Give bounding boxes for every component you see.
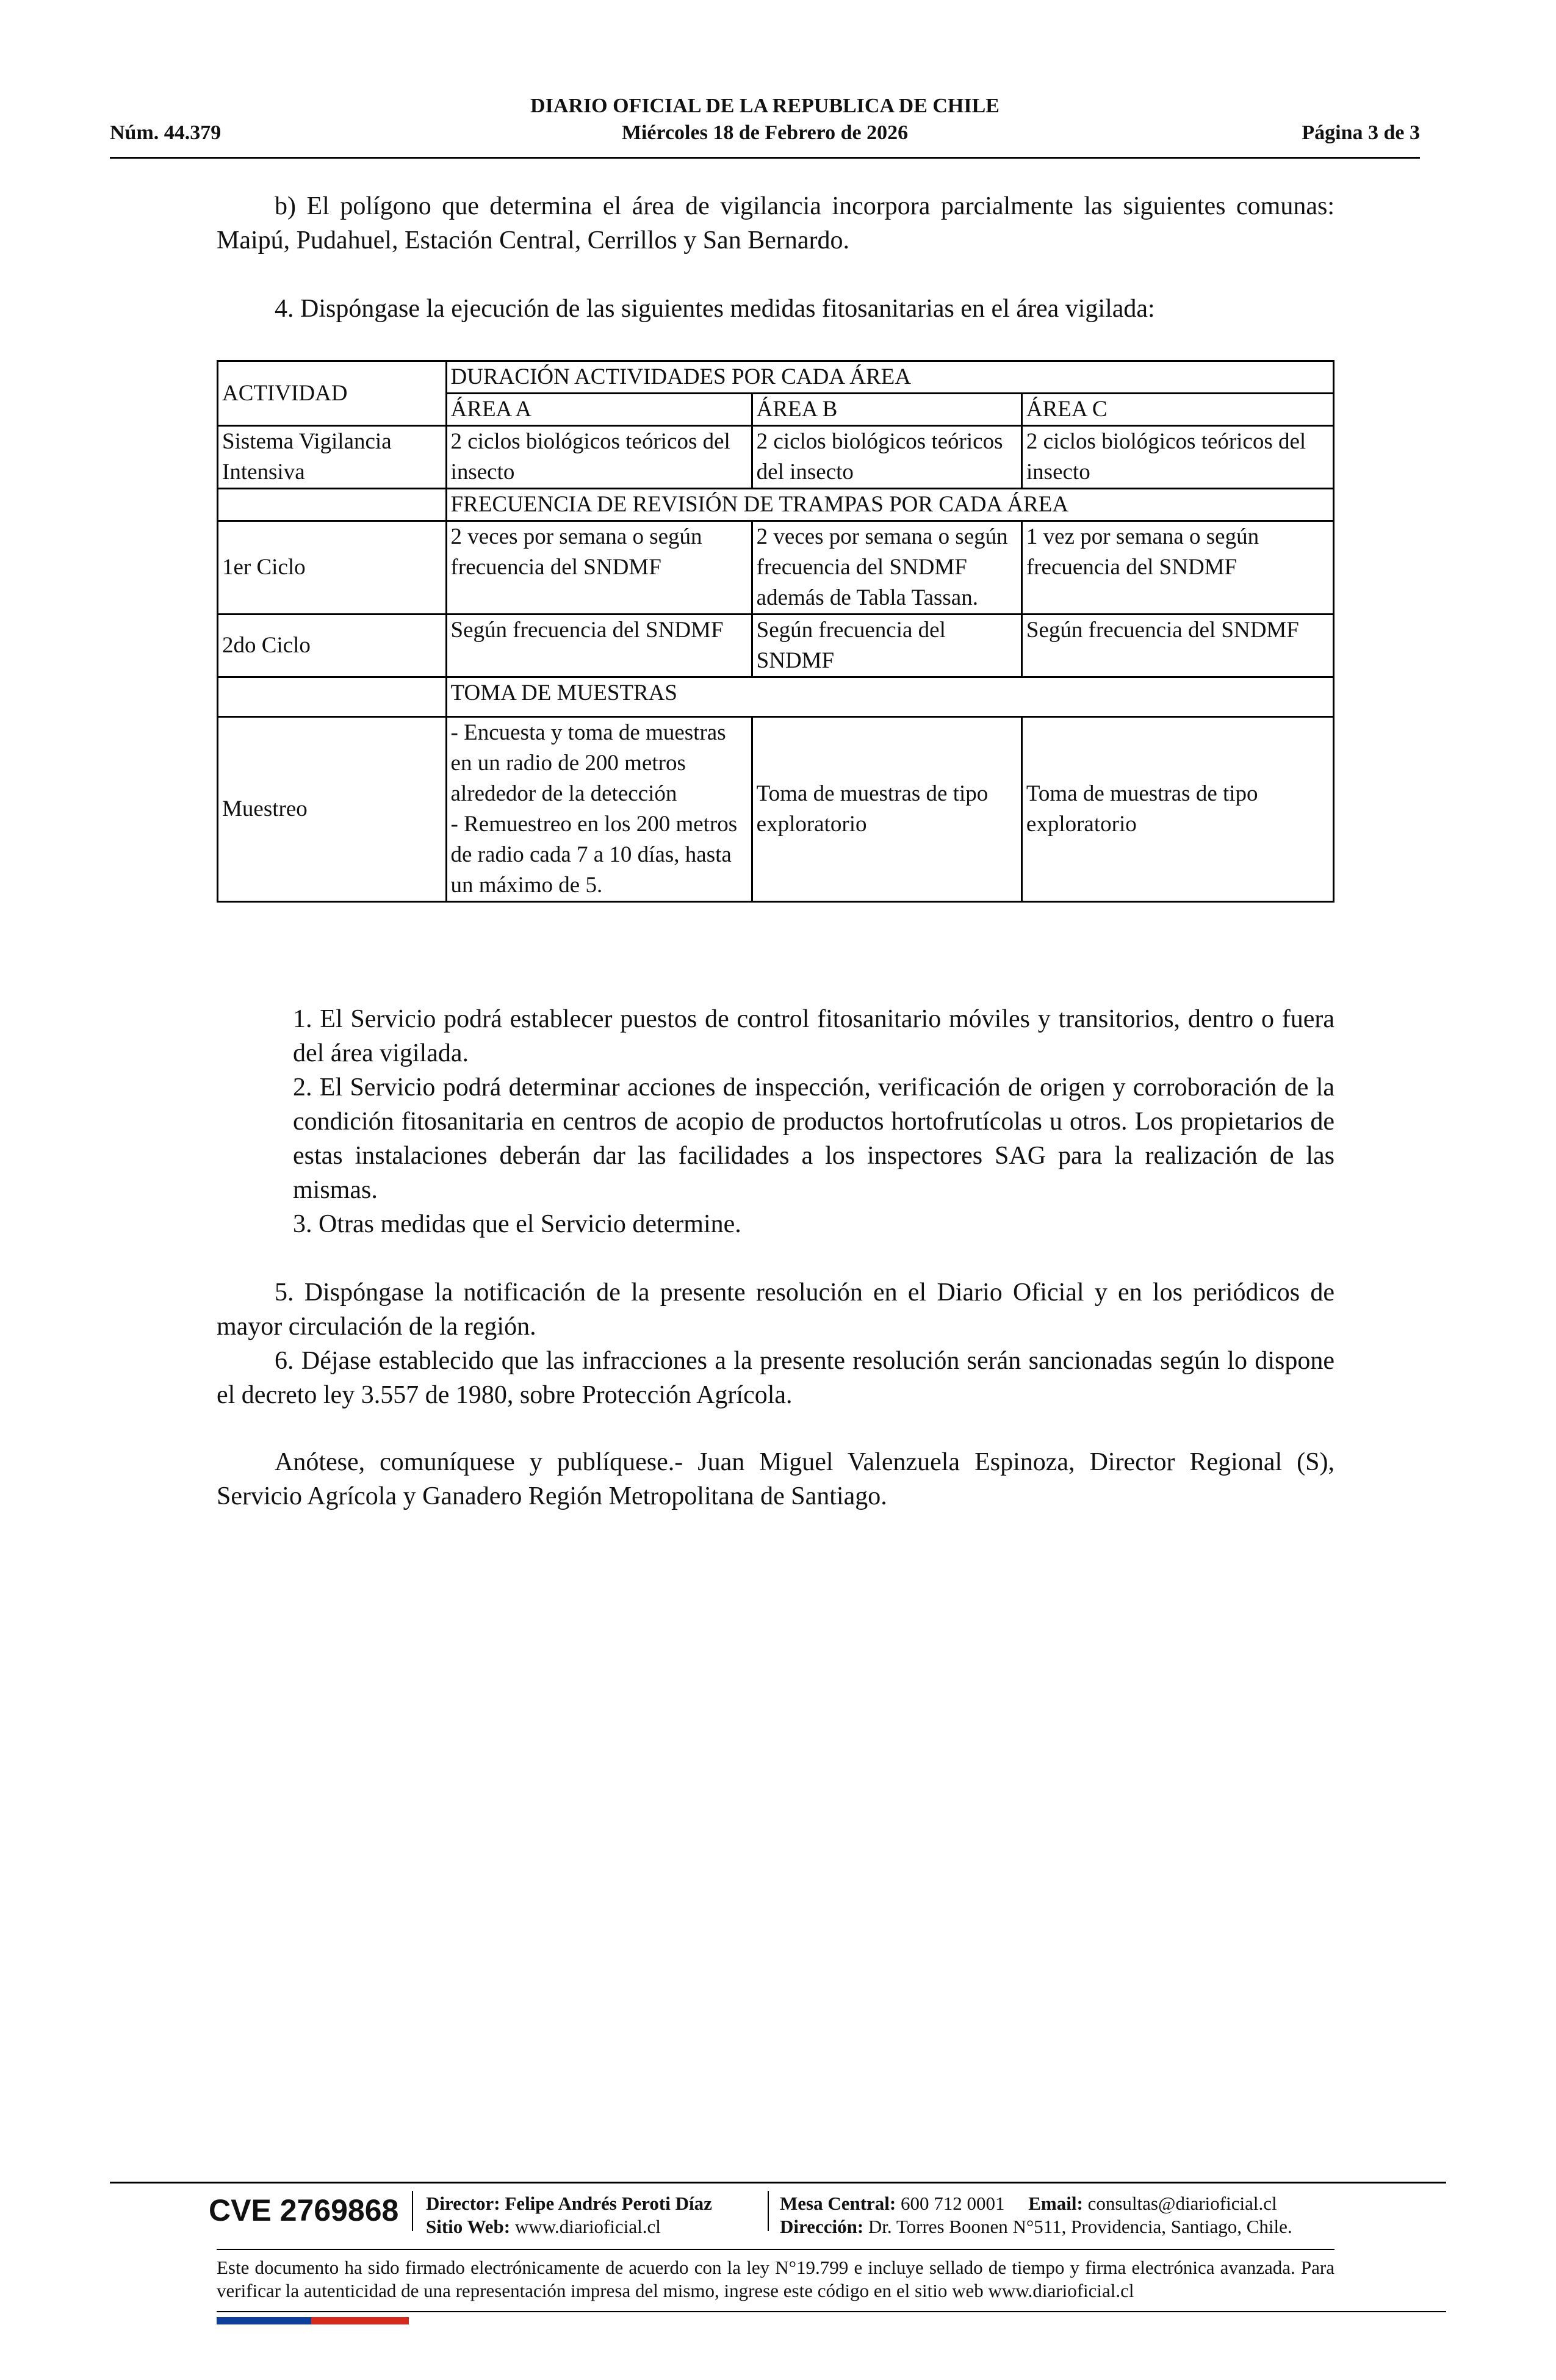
sitio-link[interactable]: www.diarioficial.cl xyxy=(514,2216,661,2237)
muestreo-a-item-2: - Remuestreo en los 200 metros de radio cada 7 a 10 días, hasta un máximo de 5. xyxy=(450,812,738,898)
newspaper-title: DIARIO OFICIAL DE LA REPUBLICA DE CHILE xyxy=(530,95,1000,117)
table-cell-frecuencia-header: FRECUENCIA DE REVISIÓN DE TRAMPAS POR CADA ÁREA xyxy=(446,489,1333,521)
paragraph-5: 5. Dispóngase la notificación de la presente resolución en el Diario Oficial y en los periódicos de mayor circulación de la región. xyxy=(217,1278,1334,1341)
footer-divider xyxy=(217,2249,1334,2250)
list-item: 2. El Servicio podrá determinar acciones de inspección, verificación de origen y corroboración de la condición fitosanitaria en centros de acopio de productos hortofrutícolas u otros. Los propietarios de estas instalaciones deberán dar las facilidades a los inspectores SAG para la realización de las mismas. xyxy=(293,1073,1334,1204)
director-value: Felipe Andrés Peroti Díaz xyxy=(505,2193,712,2214)
table-cell-actividad: ACTIVIDAD xyxy=(218,361,447,426)
table-row xyxy=(218,489,1334,521)
table-row xyxy=(218,361,1334,394)
paragraph-4: 4. Dispóngase la ejecución de las siguientes medidas fitosanitarias en el área vigilada: xyxy=(275,295,1155,323)
page-header xyxy=(110,95,1420,159)
flag-red-segment xyxy=(311,2317,409,2324)
list-item: 1. El Servicio podrá establecer puestos de control fitosanitario móviles y transitorios, dentro o fuera del área vigilada. xyxy=(293,1005,1334,1067)
footer-separator xyxy=(768,2191,769,2231)
table-cell-sistema-a: 2 ciclos biológicos teóricos del insecto xyxy=(446,426,752,489)
footer-director-block xyxy=(426,2192,712,2238)
sitio-label: Sitio Web: xyxy=(426,2216,511,2237)
table-cell-muestreo-b: Toma de muestras de tipo exploratorio xyxy=(752,717,1021,902)
table-row xyxy=(218,677,1334,717)
paragraph-b: b) El polígono que determina el área de vigilancia incorpora parcialmente las siguientes comunas: Maipú, Pudahuel, Estación Central, Cerrillos y San Bernardo. xyxy=(217,192,1334,254)
table-cell-sistema-label: Sistema Vigilancia Intensiva xyxy=(218,426,447,489)
table-cell-1er-b: 2 veces por semana o según frecuencia del SNDMF además de Tabla Tassan. xyxy=(752,521,1021,615)
table-cell-2do-b: Según frecuencia del SNDMF xyxy=(752,615,1021,677)
table-cell-area-c: ÁREA C xyxy=(1021,394,1333,426)
table-cell-2do-a: Según frecuencia del SNDMF xyxy=(446,615,752,677)
table-cell-1er-a: 2 veces por semana o según frecuencia del SNDMF xyxy=(446,521,752,615)
issue-number: Núm. 44.379 xyxy=(110,121,222,144)
direccion-value: Dr. Torres Boonen N°511, Providencia, Santiago, Chile. xyxy=(868,2216,1292,2237)
email-link[interactable]: consultas@diarioficial.cl xyxy=(1087,2193,1277,2214)
table-row xyxy=(218,717,1334,902)
table-cell-empty xyxy=(218,489,447,521)
table-cell-muestreo-c: Toma de muestras de tipo exploratorio xyxy=(1021,717,1333,902)
table-cell-area-a: ÁREA A xyxy=(446,394,752,426)
email-label: Email: xyxy=(1028,2193,1083,2214)
mesa-label: Mesa Central: xyxy=(780,2193,896,2214)
table-cell-1er-c: 1 vez por semana o según frecuencia del SNDMF xyxy=(1021,521,1333,615)
footer-divider xyxy=(217,2311,1446,2312)
mesa-value: 600 712 0001 xyxy=(901,2193,1005,2214)
table-cell-2do-c: Según frecuencia del SNDMF xyxy=(1021,615,1333,677)
paragraph-6: 6. Déjase establecido que las infracciones a la presente resolución serán sancionadas según lo dispone el decreto ley 3.557 de 1980, sobre Protección Agrícola. xyxy=(217,1347,1334,1409)
page-indicator: Página 3 de 3 xyxy=(1302,121,1420,144)
table-row xyxy=(218,521,1334,615)
table-cell-area-b: ÁREA B xyxy=(752,394,1021,426)
issue-date: Miércoles 18 de Febrero de 2026 xyxy=(621,121,909,144)
flag-stripe xyxy=(217,2317,409,2324)
muestreo-a-item-1: - Encuesta y toma de muestras en un radio de 200 metros alrededor de la detección xyxy=(450,720,726,806)
list-item: 3. Otras medidas que el Servicio determine. xyxy=(293,1210,741,1238)
measures-list xyxy=(293,1002,1334,1241)
footer-separator xyxy=(412,2191,413,2231)
table-row xyxy=(218,426,1334,489)
cve-code: CVE 2769868 xyxy=(209,2193,399,2227)
table-cell-1er-label: 1er Ciclo xyxy=(218,521,447,615)
flag-blue-segment xyxy=(217,2317,311,2324)
measures-table xyxy=(217,360,1334,903)
table-cell-toma-header: TOMA DE MUESTRAS xyxy=(446,677,1333,717)
table-cell-sistema-b: 2 ciclos biológicos teóricos del insecto xyxy=(752,426,1021,489)
table-cell-sistema-c: 2 ciclos biológicos teóricos del insecto xyxy=(1021,426,1333,489)
table-cell-muestreo-label: Muestreo xyxy=(218,717,447,902)
table-cell-empty xyxy=(218,677,447,717)
table-cell-muestreo-a xyxy=(446,717,752,902)
table-cell-2do-label: 2do Ciclo xyxy=(218,615,447,677)
director-label: Director: xyxy=(426,2193,500,2214)
legal-notice: Este documento ha sido firmado electrónicamente de acuerdo con la ley N°19.799 e incluye sellado de tiempo y firma electrónica avanzada. Para verificar la autenticidad de una representación impresa del mismo, ingrese este código en el sitio web www.diarioficial.cl xyxy=(217,2257,1334,2301)
footer-contact-block xyxy=(780,2192,1292,2238)
table-cell-duracion-header: DURACIÓN ACTIVIDADES POR CADA ÁREA xyxy=(446,361,1333,394)
table-row xyxy=(218,615,1334,677)
direccion-label: Dirección: xyxy=(780,2216,864,2237)
paragraph-anotese: Anótese, comuníquese y publíquese.- Juan Miguel Valenzuela Espinoza, Director Regional (S), Servicio Agrícola y Ganadero Región Metropolitana de Santiago. xyxy=(217,1448,1334,1510)
footer-divider xyxy=(110,2182,1446,2183)
